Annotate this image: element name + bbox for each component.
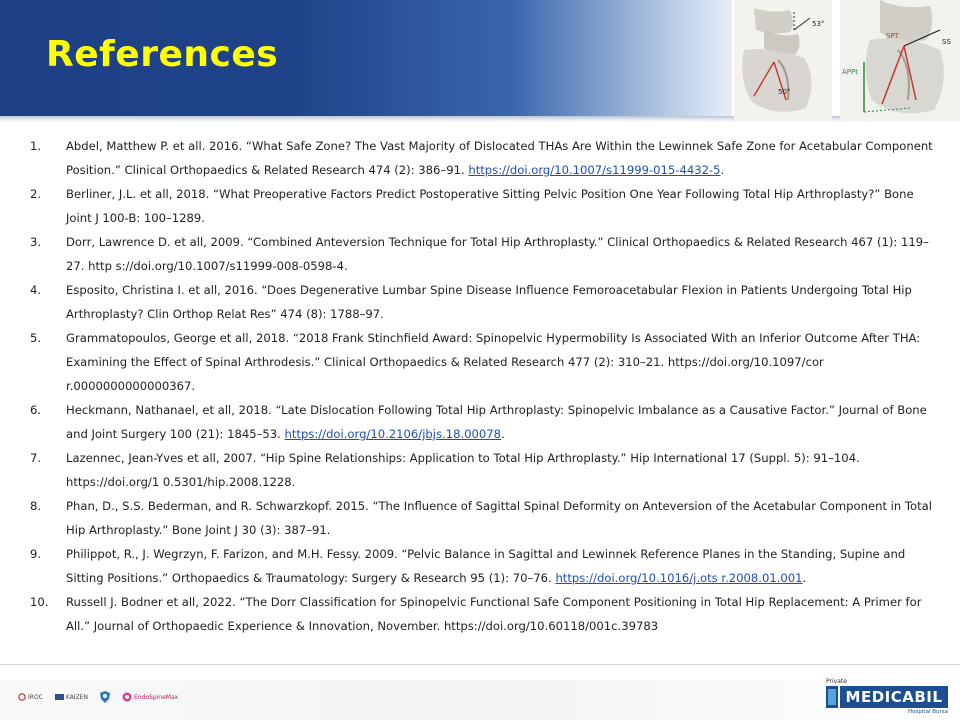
endospinemax-logo bbox=[122, 692, 178, 702]
reference-text: Russell J. Bodner et all, 2022. “The Dorr Classification for Spinopelvic Functional Safe Component Positioning in Total Hip Replacement: A Primer for All.” Journal of Orthopaedic Experience & Innovation, November. https://doi.org/10.60118/001c.39783 bbox=[66, 595, 922, 633]
reference-item bbox=[30, 590, 940, 638]
spine-xray-right-image bbox=[840, 0, 960, 120]
ss-label: SS bbox=[942, 38, 951, 46]
reference-number: 6. bbox=[30, 403, 42, 417]
reference-item bbox=[30, 542, 940, 590]
iroc-logo bbox=[18, 693, 43, 701]
shield-logo bbox=[100, 691, 110, 703]
brand-subtitle: Hospital Bursa bbox=[908, 709, 948, 715]
reference-text: Philippot, R., J. Wegrzyn, F. Farizon, and M.H. Fessy. 2009. “Pelvic Balance in Sagittal and Lewinnek Reference Planes in the Standing, Supine and Sitting Positions.” Orthopaedics & Traumatology: Surgery & Research 95 (1): 70–76. bbox=[66, 547, 906, 585]
spine-xray-left-image bbox=[734, 0, 832, 120]
reference-item bbox=[30, 446, 940, 494]
reference-text: Esposito, Christina I. et all, 2016. “Does Degenerative Lumbar Spine Disease Influence Femoroacetabular Flexion in Patients Undergoing Total Hip Arthroplasty? Clin Orthop Relat Res” 474 (8): 1788–97. bbox=[66, 283, 912, 321]
reference-number: 9. bbox=[30, 547, 42, 561]
reference-item bbox=[30, 182, 940, 230]
spt-label: SPT bbox=[886, 32, 899, 40]
reference-number: 5. bbox=[30, 331, 42, 345]
reference-number: 7. bbox=[30, 451, 42, 465]
reference-text: Abdel, Matthew P. et all. 2016. “What Safe Zone? The Vast Majority of Dislocated THAs Are Within the Lewinnek Safe Zone for Acetabular Component Position.” Clinical Orthopaedics & Related Research 474 (2): 386–91. bbox=[66, 139, 933, 177]
reference-text: Berliner, J.L. et all, 2018. “What Preoperative Factors Predict Postoperative Sitting Pelvic Position One Year Following Total Hip Arthroplasty?” Bone Joint J 100-B: 100–1289. bbox=[66, 187, 914, 225]
kaizen-logo bbox=[55, 693, 88, 701]
reference-item bbox=[30, 278, 940, 326]
angle-bottom-label: 50° bbox=[778, 88, 791, 96]
reference-item bbox=[30, 326, 940, 398]
reference-number: 2. bbox=[30, 187, 42, 201]
page-title: References bbox=[46, 34, 279, 75]
kaizen-logo-text: KAIZEN bbox=[65, 693, 88, 701]
reference-doi-link[interactable]: https://doi.org/10.1016/j.ots r.2008.01.001 bbox=[555, 571, 803, 585]
reference-text: Heckmann, Nathanael, et all, 2018. “Late Dislocation Following Total Hip Arthroplasty: Spinopelvic Imbalance as a Causative Factor.” Journal of Bone and Joint Surgery 100 (21): 1845–53. bbox=[66, 403, 927, 441]
iroc-mark-icon bbox=[18, 693, 26, 701]
reference-number: 1. bbox=[30, 139, 42, 153]
reference-text: Grammatopoulos, George et all, 2018. “2018 Frank Stinchfield Award: Spinopelvic Hypermobility Is Associated With an Inferior Outcome After THA: Examining the Effect of Spinal Arthrodesis.” Clinical Orthopaedics & Related Research 477 (2): 310–21. https://doi.org/10.1097/cor r.0000000000000367. bbox=[66, 331, 921, 393]
reference-item bbox=[30, 398, 940, 446]
brand-private-label: Private bbox=[826, 678, 847, 685]
reference-number: 8. bbox=[30, 499, 42, 513]
footer-divider bbox=[0, 664, 960, 665]
reference-item bbox=[30, 230, 940, 278]
reference-item bbox=[30, 494, 940, 542]
iroc-logo-text: IROC bbox=[28, 693, 43, 701]
partner-logos bbox=[18, 689, 178, 705]
medicabil-logo bbox=[826, 680, 956, 716]
reference-number: 4. bbox=[30, 283, 42, 297]
endospinemax-logo-text: EndoSpineMax bbox=[133, 693, 179, 701]
endospinemax-mark-icon bbox=[122, 692, 132, 702]
reference-text: Lazennec, Jean-Yves et all, 2007. “Hip Spine Relationships: Application to Total Hip Arthroplasty.” Hip International 17 (Suppl. 5): 91–104. https://doi.org/1 0.5301/hip.2008.1228. bbox=[66, 451, 860, 489]
kaizen-mark-icon bbox=[55, 693, 64, 701]
reference-trailing: . bbox=[501, 427, 505, 441]
reference-item bbox=[30, 134, 940, 182]
reference-doi-link[interactable]: https://doi.org/10.2106/jbjs.18.00078 bbox=[284, 427, 502, 441]
reference-text: Phan, D., S.S. Bederman, and R. Schwarzkopf. 2015. “The Influence of Sagittal Spinal Deformity on Anteversion of the Acetabular Component in Total Hip Arthroplasty.” Bone Joint J 30 (3): 387–91. bbox=[66, 499, 933, 537]
reference-trailing: . bbox=[802, 571, 807, 585]
reference-number: 3. bbox=[30, 235, 42, 249]
reference-trailing: . bbox=[720, 163, 725, 177]
brand-name: MEDICABIL bbox=[840, 686, 948, 708]
reference-doi-link[interactable]: https://doi.org/10.1007/s11999-015-4432-5 bbox=[468, 163, 721, 177]
medicabil-mark-icon bbox=[826, 686, 838, 708]
shield-icon bbox=[100, 691, 110, 703]
angle-top-label: 53° bbox=[812, 20, 825, 28]
appt-label: APPt bbox=[842, 68, 858, 76]
reference-text: Dorr, Lawrence D. et all, 2009. “Combined Anteversion Technique for Total Hip Arthroplasty.” Clinical Orthopaedics & Related Research 467 (1): 119–27. http s://doi.org/10.1007/s11999-008-0598-4. bbox=[66, 235, 929, 273]
references-list bbox=[30, 134, 940, 638]
reference-number: 10. bbox=[30, 595, 49, 609]
